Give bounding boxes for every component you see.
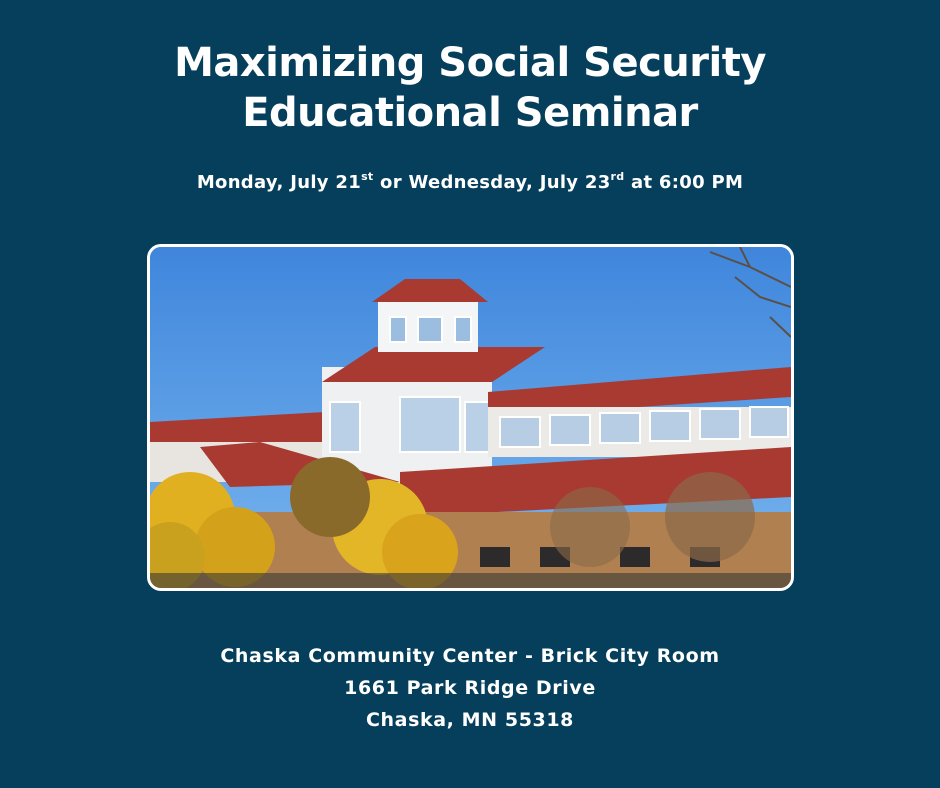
tower-windows <box>330 397 490 452</box>
date-1: Monday, July 21 <box>196 172 362 193</box>
title-line-1: Maximizing Social Security <box>174 40 766 86</box>
venue-name: Chaska Community Center - Brick City Room <box>220 645 720 667</box>
city-state-zip: Chaska, MN 55318 <box>365 709 574 731</box>
building-photo <box>147 244 794 591</box>
seminar-time: at 6:00 PM <box>624 172 744 193</box>
date-2: or Wednesday, July 23 <box>373 172 611 193</box>
title-line-2: Educational Seminar <box>242 90 698 136</box>
date-2-suffix: rd <box>610 170 625 183</box>
street-address: 1661 Park Ridge Drive <box>344 677 596 699</box>
date-1-suffix: st <box>361 170 374 183</box>
community-center-illustration <box>150 247 791 588</box>
seminar-title <box>0 38 940 138</box>
seminar-dates <box>0 170 940 196</box>
venue-address <box>0 640 940 736</box>
